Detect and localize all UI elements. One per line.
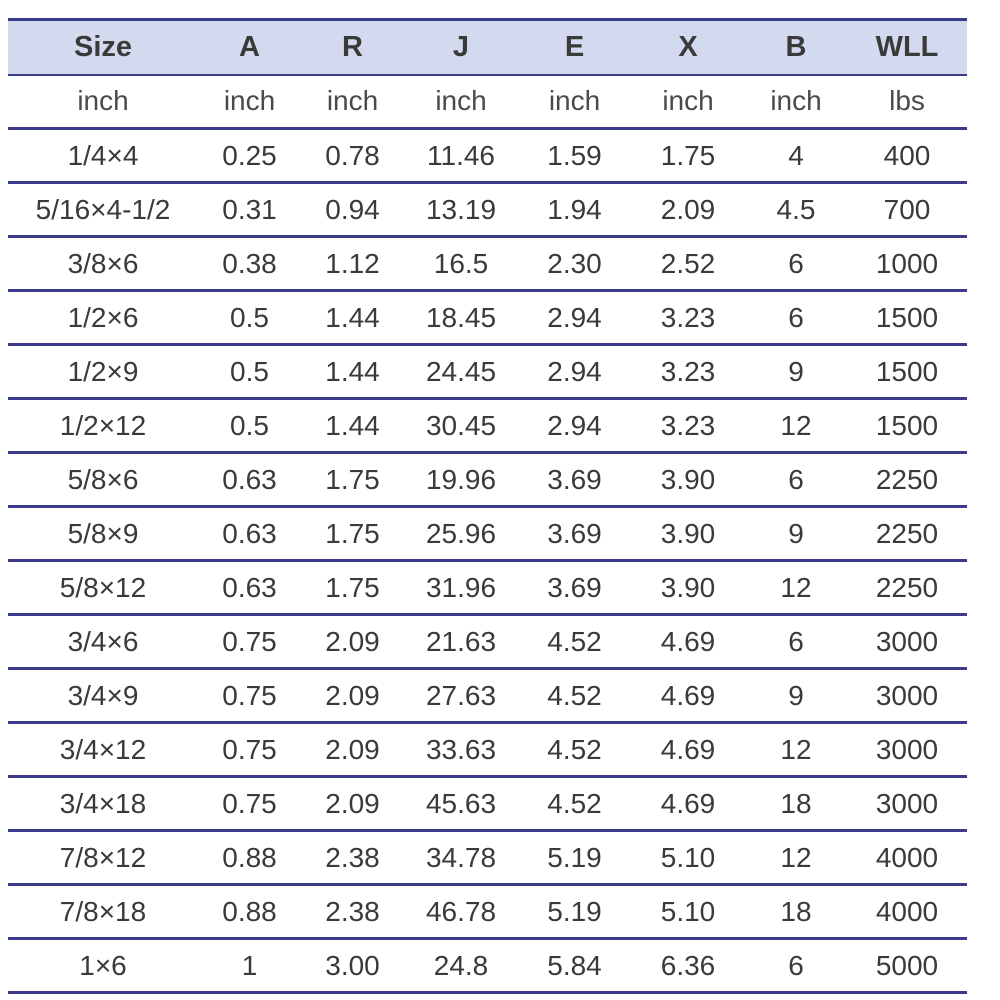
cell-e: 1.94 bbox=[518, 183, 631, 237]
cell-x: 2.09 bbox=[631, 183, 745, 237]
unit-r: inch bbox=[301, 75, 404, 129]
table-row bbox=[8, 237, 967, 291]
unit-x: inch bbox=[631, 75, 745, 129]
cell-size: 5/8×9 bbox=[8, 507, 198, 561]
cell-wll: 3000 bbox=[847, 723, 967, 777]
cell-a: 0.75 bbox=[198, 777, 301, 831]
cell-a: 0.88 bbox=[198, 885, 301, 939]
cell-x: 4.69 bbox=[631, 777, 745, 831]
header-wll: WLL bbox=[847, 20, 967, 75]
cell-e: 2.94 bbox=[518, 345, 631, 399]
header-j: J bbox=[404, 20, 518, 75]
cell-r: 2.38 bbox=[301, 831, 404, 885]
cell-r: 2.09 bbox=[301, 777, 404, 831]
cell-a: 0.63 bbox=[198, 453, 301, 507]
cell-b: 4.5 bbox=[745, 183, 847, 237]
cell-r: 2.09 bbox=[301, 669, 404, 723]
header-size: Size bbox=[8, 20, 198, 75]
cell-e: 4.52 bbox=[518, 669, 631, 723]
cell-size: 1/2×9 bbox=[8, 345, 198, 399]
cell-b: 6 bbox=[745, 615, 847, 669]
cell-a: 0.63 bbox=[198, 507, 301, 561]
cell-b: 18 bbox=[745, 885, 847, 939]
cell-j: 34.78 bbox=[404, 831, 518, 885]
cell-wll: 5000 bbox=[847, 939, 967, 993]
cell-size: 1×6 bbox=[8, 939, 198, 993]
table-row bbox=[8, 777, 967, 831]
header-x: X bbox=[631, 20, 745, 75]
unit-a: inch bbox=[198, 75, 301, 129]
cell-r: 1.44 bbox=[301, 399, 404, 453]
cell-a: 0.75 bbox=[198, 669, 301, 723]
cell-b: 9 bbox=[745, 669, 847, 723]
cell-size: 3/4×9 bbox=[8, 669, 198, 723]
table-row bbox=[8, 723, 967, 777]
cell-size: 1/2×6 bbox=[8, 291, 198, 345]
unit-e: inch bbox=[518, 75, 631, 129]
cell-b: 9 bbox=[745, 507, 847, 561]
header-b: B bbox=[745, 20, 847, 75]
cell-b: 12 bbox=[745, 561, 847, 615]
table-row bbox=[8, 669, 967, 723]
cell-a: 0.25 bbox=[198, 129, 301, 183]
cell-e: 4.52 bbox=[518, 615, 631, 669]
table-row bbox=[8, 561, 967, 615]
cell-wll: 2250 bbox=[847, 561, 967, 615]
spec-table-container bbox=[8, 18, 967, 994]
header-row bbox=[8, 20, 967, 75]
cell-x: 2.52 bbox=[631, 237, 745, 291]
cell-size: 1/4×4 bbox=[8, 129, 198, 183]
cell-size: 3/4×18 bbox=[8, 777, 198, 831]
cell-j: 13.19 bbox=[404, 183, 518, 237]
unit-wll: lbs bbox=[847, 75, 967, 129]
table-row bbox=[8, 291, 967, 345]
table-row bbox=[8, 885, 967, 939]
cell-r: 1.75 bbox=[301, 561, 404, 615]
cell-j: 19.96 bbox=[404, 453, 518, 507]
cell-wll: 4000 bbox=[847, 885, 967, 939]
cell-size: 7/8×18 bbox=[8, 885, 198, 939]
cell-b: 6 bbox=[745, 291, 847, 345]
cell-wll: 3000 bbox=[847, 777, 967, 831]
unit-row bbox=[8, 75, 967, 129]
cell-j: 24.45 bbox=[404, 345, 518, 399]
cell-r: 2.09 bbox=[301, 723, 404, 777]
cell-wll: 700 bbox=[847, 183, 967, 237]
cell-x: 4.69 bbox=[631, 669, 745, 723]
table-row bbox=[8, 831, 967, 885]
cell-wll: 1000 bbox=[847, 237, 967, 291]
cell-wll: 1500 bbox=[847, 345, 967, 399]
cell-a: 0.63 bbox=[198, 561, 301, 615]
cell-r: 1.75 bbox=[301, 507, 404, 561]
cell-e: 5.84 bbox=[518, 939, 631, 993]
cell-x: 3.90 bbox=[631, 453, 745, 507]
cell-b: 6 bbox=[745, 939, 847, 993]
unit-b: inch bbox=[745, 75, 847, 129]
table-row bbox=[8, 129, 967, 183]
cell-wll: 400 bbox=[847, 129, 967, 183]
table-row bbox=[8, 939, 967, 993]
cell-a: 0.5 bbox=[198, 399, 301, 453]
cell-j: 21.63 bbox=[404, 615, 518, 669]
cell-e: 4.52 bbox=[518, 777, 631, 831]
cell-wll: 2250 bbox=[847, 507, 967, 561]
cell-r: 1.12 bbox=[301, 237, 404, 291]
header-e: E bbox=[518, 20, 631, 75]
cell-r: 0.94 bbox=[301, 183, 404, 237]
table-row bbox=[8, 507, 967, 561]
header-r: R bbox=[301, 20, 404, 75]
cell-j: 27.63 bbox=[404, 669, 518, 723]
header-a: A bbox=[198, 20, 301, 75]
table-row bbox=[8, 453, 967, 507]
cell-j: 30.45 bbox=[404, 399, 518, 453]
cell-size: 5/16×4-1/2 bbox=[8, 183, 198, 237]
cell-b: 12 bbox=[745, 399, 847, 453]
cell-size: 3/4×6 bbox=[8, 615, 198, 669]
cell-b: 6 bbox=[745, 237, 847, 291]
cell-size: 1/2×12 bbox=[8, 399, 198, 453]
cell-x: 3.23 bbox=[631, 291, 745, 345]
cell-j: 45.63 bbox=[404, 777, 518, 831]
cell-j: 25.96 bbox=[404, 507, 518, 561]
cell-j: 24.8 bbox=[404, 939, 518, 993]
cell-wll: 1500 bbox=[847, 399, 967, 453]
cell-e: 5.19 bbox=[518, 831, 631, 885]
cell-x: 3.90 bbox=[631, 507, 745, 561]
cell-e: 1.59 bbox=[518, 129, 631, 183]
cell-r: 1.75 bbox=[301, 453, 404, 507]
cell-j: 46.78 bbox=[404, 885, 518, 939]
cell-e: 3.69 bbox=[518, 453, 631, 507]
cell-b: 4 bbox=[745, 129, 847, 183]
cell-size: 3/8×6 bbox=[8, 237, 198, 291]
cell-a: 0.5 bbox=[198, 345, 301, 399]
cell-wll: 4000 bbox=[847, 831, 967, 885]
cell-r: 3.00 bbox=[301, 939, 404, 993]
cell-e: 3.69 bbox=[518, 507, 631, 561]
cell-size: 5/8×12 bbox=[8, 561, 198, 615]
cell-size: 7/8×12 bbox=[8, 831, 198, 885]
cell-j: 31.96 bbox=[404, 561, 518, 615]
cell-a: 0.38 bbox=[198, 237, 301, 291]
cell-j: 11.46 bbox=[404, 129, 518, 183]
cell-b: 6 bbox=[745, 453, 847, 507]
cell-wll: 3000 bbox=[847, 615, 967, 669]
cell-size: 3/4×12 bbox=[8, 723, 198, 777]
cell-r: 1.44 bbox=[301, 345, 404, 399]
cell-x: 3.90 bbox=[631, 561, 745, 615]
cell-e: 2.30 bbox=[518, 237, 631, 291]
cell-x: 6.36 bbox=[631, 939, 745, 993]
cell-a: 0.75 bbox=[198, 723, 301, 777]
cell-b: 18 bbox=[745, 777, 847, 831]
cell-x: 3.23 bbox=[631, 345, 745, 399]
cell-j: 18.45 bbox=[404, 291, 518, 345]
cell-wll: 3000 bbox=[847, 669, 967, 723]
cell-e: 2.94 bbox=[518, 399, 631, 453]
cell-r: 2.09 bbox=[301, 615, 404, 669]
cell-j: 33.63 bbox=[404, 723, 518, 777]
cell-wll: 1500 bbox=[847, 291, 967, 345]
cell-e: 5.19 bbox=[518, 885, 631, 939]
unit-j: inch bbox=[404, 75, 518, 129]
cell-x: 5.10 bbox=[631, 885, 745, 939]
cell-x: 5.10 bbox=[631, 831, 745, 885]
table-body bbox=[8, 129, 967, 993]
cell-x: 4.69 bbox=[631, 615, 745, 669]
unit-size: inch bbox=[8, 75, 198, 129]
cell-x: 1.75 bbox=[631, 129, 745, 183]
table-row bbox=[8, 183, 967, 237]
cell-a: 1 bbox=[198, 939, 301, 993]
spec-table bbox=[8, 18, 967, 994]
cell-a: 0.88 bbox=[198, 831, 301, 885]
cell-r: 2.38 bbox=[301, 885, 404, 939]
cell-e: 3.69 bbox=[518, 561, 631, 615]
cell-a: 0.31 bbox=[198, 183, 301, 237]
cell-wll: 2250 bbox=[847, 453, 967, 507]
cell-j: 16.5 bbox=[404, 237, 518, 291]
cell-e: 4.52 bbox=[518, 723, 631, 777]
cell-x: 4.69 bbox=[631, 723, 745, 777]
cell-a: 0.75 bbox=[198, 615, 301, 669]
cell-size: 5/8×6 bbox=[8, 453, 198, 507]
table-row bbox=[8, 399, 967, 453]
cell-b: 12 bbox=[745, 831, 847, 885]
table-row bbox=[8, 615, 967, 669]
cell-x: 3.23 bbox=[631, 399, 745, 453]
cell-r: 1.44 bbox=[301, 291, 404, 345]
cell-r: 0.78 bbox=[301, 129, 404, 183]
table-row bbox=[8, 345, 967, 399]
cell-b: 9 bbox=[745, 345, 847, 399]
cell-e: 2.94 bbox=[518, 291, 631, 345]
cell-a: 0.5 bbox=[198, 291, 301, 345]
cell-b: 12 bbox=[745, 723, 847, 777]
